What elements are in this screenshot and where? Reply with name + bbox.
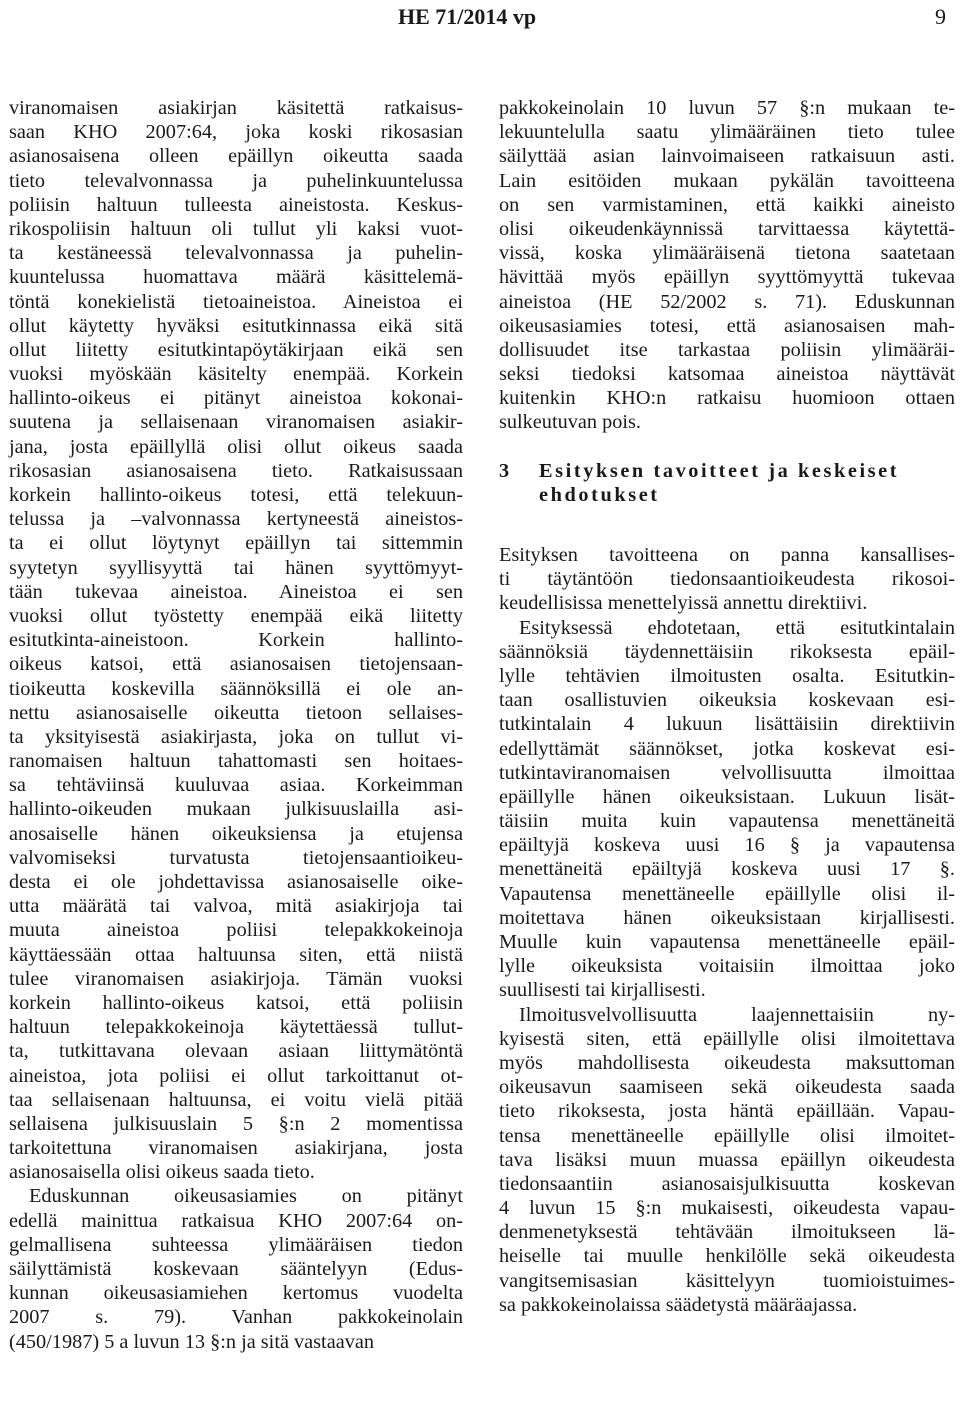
right-column	[499, 96, 955, 1317]
section-title-line: ehdotukset	[539, 483, 660, 506]
text-line: anosaiselle hänen oikeuksiensa ja etujensa	[9, 822, 463, 845]
text-line: tieto rikoksesta, josta häntä epäillään. Vapau-	[499, 1100, 955, 1123]
text-line: jana, josta epäillyllä olisi ollut oikeus saada	[9, 435, 463, 458]
text-line: pakkokeinolain 10 luvun 57 §:n mukaan te-	[499, 97, 955, 119]
paragraph	[499, 1003, 955, 1317]
text-line: taan osallistuvien oikeuksia koskevaan esi-	[499, 689, 955, 712]
text-line: täisiin muita kuin vapautensa menettäneitä	[499, 810, 955, 833]
paragraph	[499, 543, 955, 616]
section-title-line: Esityksen tavoitteet ja keskeiset	[539, 459, 900, 482]
text-line: desta ei ole johdettavissa asianosaiselle oike-	[9, 871, 463, 893]
text-line: dollisuudet itse tarkastaa poliisin ylimääräi-	[499, 338, 955, 361]
text-line: sa pakkokeinolaissa säädetystä määräajassa.	[499, 1293, 858, 1316]
text-line: ollut liitetty esitutkintapöytäkirjaan eikä sen	[9, 338, 463, 361]
text-line: vissä, koska ylimääräisenä tietona saatetaan	[499, 242, 955, 265]
text-line: vangitsemisasian käsittelyyn tuomioistuimes-	[499, 1269, 955, 1292]
text-line: ranomaisen haltuun tahattomasti sen hoitaes-	[9, 750, 463, 773]
text-line: tutkintaviranomaisen velvollisuutta ilmoittaa	[499, 761, 955, 784]
text-line: menettäneitä epäiltyjä koskeva uusi 17 §.	[499, 858, 955, 881]
text-line: Eduskunnan oikeusasiamies on pitänyt	[29, 1185, 463, 1208]
text-line: tensa menettäneelle epäillylle olisi ilmoitet-	[499, 1124, 955, 1147]
text-line: myös mahdollisesta oikeudesta maksuttoman	[499, 1051, 955, 1074]
text-line: aineistoa (HE 52/2002 s. 71). Eduskunnan	[499, 290, 955, 313]
text-line: ta yksityisestä asiakirjasta, joka on tullut vi-	[9, 725, 463, 748]
text-line: Ilmoitusvelvollisuutta laajennettaisiin ny-	[519, 1003, 955, 1026]
text-line: taa sellaisenaan haltuunsa, ei voitu vielä pitää	[9, 1088, 463, 1111]
text-line: ti täytäntöön tiedonsaantioikeudesta rikosoi-	[499, 568, 955, 591]
paragraph	[9, 1184, 463, 1353]
text-line: tioikeutta koskevilla säännöksillä ei ole an-	[9, 677, 463, 700]
text-line: nettu asianosaiselle oikeutta tietoon sellaises-	[9, 701, 463, 724]
text-line: lekuuntelulla saatu ylimääräinen tieto tulee	[499, 121, 955, 144]
text-line: suutena ja sellaisenaan viranomaisen asiakir-	[9, 411, 463, 434]
text-line: poliisin haltuun tulleesta aineistosta. Keskus-	[9, 193, 463, 216]
text-line: säilyttämistä koskevaan sääntelyyn (Edus-	[9, 1258, 463, 1280]
text-line: esitutkinta-aineistoon. Korkein hallinto-	[9, 629, 463, 652]
text-line: säilyttää asian lainvoimaiseen ratkaisuun asti.	[499, 145, 955, 168]
text-line: kyisestä siten, että epäillylle olisi ilmoitettava	[499, 1027, 955, 1050]
text-line: muuta aineistoa poliisi telepakkokeinoja	[9, 919, 463, 942]
text-line: ta ei ollut löytynyt epäillyn tai sittemmin	[9, 532, 463, 555]
text-line: rikospoliisin haltuun oli tullut yli kaksi vuot-	[9, 217, 463, 240]
section-heading	[499, 459, 955, 507]
text-line: 4 luvun 15 §:n mukaisesti, oikeudesta vapau-	[499, 1197, 955, 1220]
left-column	[9, 96, 463, 1354]
text-line: edellyttämät säännökset, jotka koskevat esi-	[499, 737, 955, 760]
text-line: kuitenkin KHO:n ratkaisu huomioon ottaen	[499, 387, 955, 410]
text-line: tutkintalain 4 lukuun lisättäisiin direktiivin	[499, 713, 955, 736]
text-line: gelmallisena suhteessa ylimääräisen tiedon	[9, 1233, 463, 1256]
text-line: Muulle kuin vapautensa menettäneelle epäil-	[499, 931, 955, 954]
text-line: lylle tehtävien ilmoitusten osalta. Esitutkin-	[499, 664, 955, 687]
text-line: saan KHO 2007:64, joka koski rikosasian	[9, 121, 463, 144]
text-line: Lain esitöiden mukaan pykälän tavoitteena	[499, 169, 955, 192]
paragraph	[499, 616, 955, 1003]
text-line: hävittää myös epäillyn syyttömyyttä tukevaa	[499, 266, 955, 289]
text-line: Esityksessä ehdotetaan, että esitutkintalain	[519, 616, 955, 639]
text-line: käyttäessään ottaa haltuunsa siten, että niistä	[9, 943, 463, 966]
text-line: korkein hallinto-oikeus katsoi, että poliisin	[9, 991, 463, 1014]
text-line: sa tehtäviinsä kuuluvaa asiaa. Korkeimman	[9, 774, 463, 797]
document-id: HE 71/2014 vp	[398, 4, 537, 29]
text-line: keudellisissa menettelyissä annettu direktiivi.	[499, 592, 868, 615]
text-line: kunnan oikeusasiamiehen kertomus vuodelta	[9, 1282, 463, 1305]
text-line: 2007 s. 79). Vanhan pakkokeinolain	[9, 1306, 463, 1329]
text-line: säännöksiä täydennettäisiin rikoksesta epäil-	[499, 640, 955, 663]
text-line: on sen varmistaminen, että kaikki aineisto	[499, 193, 955, 216]
text-line: moitettava hänen oikeuksistaan kirjallisesti.	[499, 906, 955, 929]
text-line: seksi tiedoksi katsomaa aineistoa näyttävät	[499, 363, 955, 386]
text-line: tarkoitettuna viranomaisen asiakirjana, josta	[9, 1137, 463, 1160]
text-line: utta määrätä tai valvoa, mitä asiakirjoja tai	[9, 895, 463, 918]
text-line: epäiltyjä koskeva uusi 16 § ja vapautensa	[499, 834, 955, 857]
text-line: aineistoa, jota poliisi ei ollut tarkoittanut ot-	[9, 1064, 463, 1087]
text-line: Vapautensa menettäneelle epäillylle olisi il-	[499, 882, 955, 905]
text-line: oikeusasiamies totesi, että asianosaisen mah-	[499, 314, 955, 337]
text-line: hallinto-oikeuden mukaan julkisuuslailla asi-	[9, 798, 463, 821]
text-line: vuoksi myöskään käsitelty enempää. Korkein	[9, 363, 463, 386]
text-line: syytetyn syyllisyyttä tai hänen syyttömyyt-	[9, 556, 463, 579]
section-number: 3	[499, 459, 510, 482]
text-line: tään tukevaa aineistoa. Aineistoa ei sen	[9, 580, 463, 603]
page-number: 9	[935, 4, 946, 29]
text-line: Esityksen tavoitteena on panna kansallises-	[499, 544, 955, 567]
text-line: lylle oikeuksista voitaisiin ilmoittaa joko	[499, 955, 955, 978]
text-line: denmenetyksestä tehtävään ilmoitukseen lä-	[499, 1221, 955, 1244]
text-line: tieto televalvonnassa ja puhelinkuuntelussa	[9, 169, 463, 192]
text-line: haltuun telepakkokeinoja käytettäessä tullut-	[9, 1016, 463, 1039]
text-line: tulee viranomaisen asiakirjoja. Tämän vuoksi	[9, 967, 463, 990]
text-line: asianosaisella olisi oikeus saada tieto.	[9, 1161, 315, 1184]
paragraph	[499, 96, 955, 435]
text-line: (450/1987) 5 a luvun 13 §:n ja sitä vastaavan	[9, 1330, 374, 1353]
text-line: olisi oikeudenkäynnissä tarvittaessa käytettä-	[499, 217, 955, 240]
text-line: edellä mainittua ratkaisua KHO 2007:64 on-	[9, 1209, 463, 1232]
text-line: tava lisäksi muun muassa epäillyn oikeudesta	[499, 1148, 955, 1171]
text-line: rikosasian asianosaisena tieto. Ratkaisussaan	[9, 459, 463, 482]
text-line: sellaisena julkisuuslain 5 §:n 2 momentissa	[9, 1112, 463, 1135]
text-line: ollut käytetty hyväksi esitutkinnassa eikä sitä	[9, 314, 463, 337]
text-line: ta kestäneessä televalvonnassa ja puhelin-	[9, 242, 463, 265]
text-line: viranomaisen asiakirjan käsitettä ratkaisus-	[9, 97, 463, 119]
text-line: korkein hallinto-oikeus totesi, että telekuun-	[9, 484, 463, 506]
text-line: epäillylle hänen oikeuksistaan. Lukuun lisät-	[499, 785, 955, 808]
text-line: sulkeutuvan pois.	[499, 411, 641, 434]
text-line: ta, tutkittavana olevaan asiaan liittymätöntä	[9, 1040, 463, 1063]
text-line: kuuntelussa huomattava määrä käsittelemä-	[9, 266, 463, 289]
text-line: oikeusavun saamiseen sekä oikeudesta saada	[499, 1076, 955, 1099]
text-line: asianosaisena olleen epäillyn oikeutta saada	[9, 145, 463, 168]
text-line: telussa ja –valvonnassa kertyneestä aineistos-	[9, 508, 463, 531]
text-line: valvomiseksi turvatusta tietojensaantioikeu-	[9, 846, 463, 869]
text-line: vuoksi ollut työstetty enempää eikä liitetty	[9, 604, 463, 627]
text-line: tiedonsaantiin asianosaisjulkisuutta koskevan	[499, 1172, 955, 1195]
text-line: hallinto-oikeus ei pitänyt aineistoa kokonai-	[9, 387, 463, 410]
text-line: suullisesti tai kirjallisesti.	[499, 979, 706, 1002]
text-line: oikeus katsoi, että asianosaisen tietojensaan-	[9, 653, 463, 676]
text-line: heiselle tai muulle henkilölle sekä oikeudesta	[499, 1245, 955, 1268]
text-line: töntä konekielistä tietoaineistoa. Aineistoa ei	[9, 290, 463, 313]
section-body	[499, 543, 955, 1317]
paragraph	[9, 96, 463, 1184]
